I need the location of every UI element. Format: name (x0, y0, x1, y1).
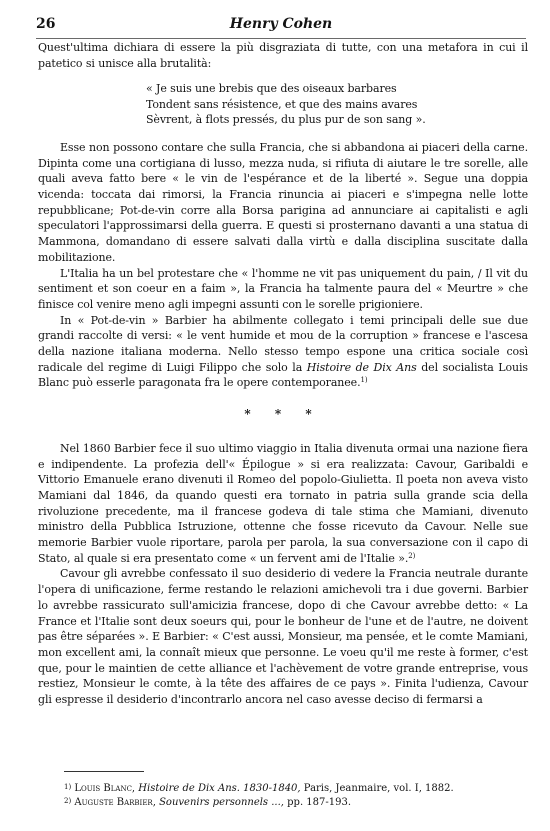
footnote-rule (64, 771, 144, 772)
main-text (38, 40, 528, 708)
paragraph-3: L'Italia ha un bel protestare che « l'homme ne vit pas uniquement du pain, / Il vit du sentiment et son coeur en a faim », la Francia ha talmente paura del « Meurtre » che finisce col venire meno agli impegni assunti con le sorelle prigioniere. (38, 266, 528, 311)
footnote-ref-2: 2) (408, 551, 416, 560)
paragraph-1: Quest'ultima dichiara di essere la più disgraziata di tutte, con una metafora in cui il patetico si unisce alla brutalità: (38, 41, 528, 70)
footnote-mark-1: 1) (64, 783, 72, 791)
footnote-2-author: Auguste Barbier, (74, 797, 156, 808)
paragraph-5-text: Nel 1860 Barbier fece il suo ultimo viaggio in Italia divenuta ormai una nazione fiera e indipendente. La profezia dell'« Épilogue » si era realizzata: Cavour, Garibaldi e Vittorio Emanuele erano divenuti il Romeo del popolo-Giulietta. Il poeta non aveva visto Mamiani dal 1846, da quando questi era tornato in patria sulla grande scia della rivoluzione precedente, ma il francese godeva di tale stima che Mamiani, divenuto ministro della Pubblica Istruzione, ottenne che fosse ricevuto da Cavour. Nelle sue memorie Barbier vuole riportare, parola per parola, la sua conversazione con il capo di Stato, al quale si era presentato come « un fervent ami de l'Italie ». (38, 441, 528, 565)
verse-line-3: Sèvrent, à flots pressés, du plus pur de son sang ». (146, 113, 426, 127)
footnote-1 (64, 782, 528, 796)
paragraph-5 (38, 441, 528, 567)
section-break-stars: * * * (244, 407, 322, 422)
paragraph-4-text-a: In « Pot-de-vin » Barbier ha abilmente collegato i temi principali delle sue due grandi raccolte di versi: « le vent humide et mou de la corruption » francese e l'ascesa della nazione italiana moderna. Nello stesso tempo espone una critica sociale così radicale del regime di Luigi Filippo che solo la (38, 313, 528, 374)
paragraph-2: Esse non possono contare che sulla Francia, che si abbandona ai piaceri della carne. Dipinta come una cortigiana di lusso, mezza nuda, si rifiuta di aiutare le tre sorelle, alle quali aveva fatto bere « le vin de l'espérance et de la liberté ». Segue una doppia vicenda: toccata dai rimorsi, la Francia rinuncia ai piaceri e s'impegna nelle lotte repubblicane; Pot-de-vin corre alla Borsa parigina ad annunciare ai capitalisti e agli speculatori l'approssimarsi della guerra. E questi si prosternano davanti a una statua di Mammona, domandano di essere salvati dalla virtù e dalla disciplina suscitate dalla mobilitazione. (38, 140, 528, 264)
paragraph-6: Cavour gli avrebbe confessato il suo desiderio di vedere la Francia neutrale durante l'opera di unificazione, ferme restando le relazioni amichevoli tra i due governi. Barbier lo avrebbe rassicurato sull'amicizia francese, dopo di che Cavour avrebbe detto: « La France et l'Italie sont deux soeurs qui, pour le bonheur de l'une et de l'autre, ne doivent pas être séparées ». E Barbier: « C'est aussi, Monsieur, ma pensée, et le comte Mamiani, mon excellent ami, la connaît mieux que personne. Le voeu qu'il me reste à former, c'est que, pour le maintien de cette alliance et l'achèvement de votre grande entreprise, vous restiez, Monsieur le comte, à la tête des affaires de ce pays ». Finita l'udienza, Cavour gli espresse il desiderio d'incontrarlo ancora nel caso avesse deciso di fermarsi a (38, 567, 528, 707)
page-number: 26 (36, 16, 56, 32)
footnotes (64, 782, 528, 810)
header-rule (36, 38, 526, 39)
footnote-1-author: Louis Blanc, (74, 783, 136, 794)
work-title-histoire: Histoire de Dix Ans (306, 360, 417, 374)
footnote-1-rest: Paris, Jeanmaire, vol. I, 1882. (300, 783, 454, 794)
verse-line-1: « Je suis une brebis que des oiseaux barbares (146, 82, 397, 96)
footnote-2 (64, 796, 528, 810)
verse-line-2: Tondent sans résistence, et que des mains avares (146, 97, 418, 111)
footnote-ref-1: 1) (360, 376, 368, 385)
footnote-2-rest: pp. 187-193. (283, 797, 352, 808)
footnote-2-title: Souvenirs personnels ..., (159, 797, 284, 808)
paragraph-4-text-b: del socialista Louis Blanc può esserle paragonata fra le opere contemporanee. (38, 360, 528, 390)
footnote-1-title: Histoire de Dix Ans. 1830-1840, (138, 783, 301, 794)
verse-quote (146, 81, 528, 128)
footnote-mark-2: 2) (64, 797, 72, 805)
running-title: Henry Cohen (229, 16, 333, 32)
page-header (36, 10, 526, 34)
paragraph-4 (38, 313, 528, 392)
